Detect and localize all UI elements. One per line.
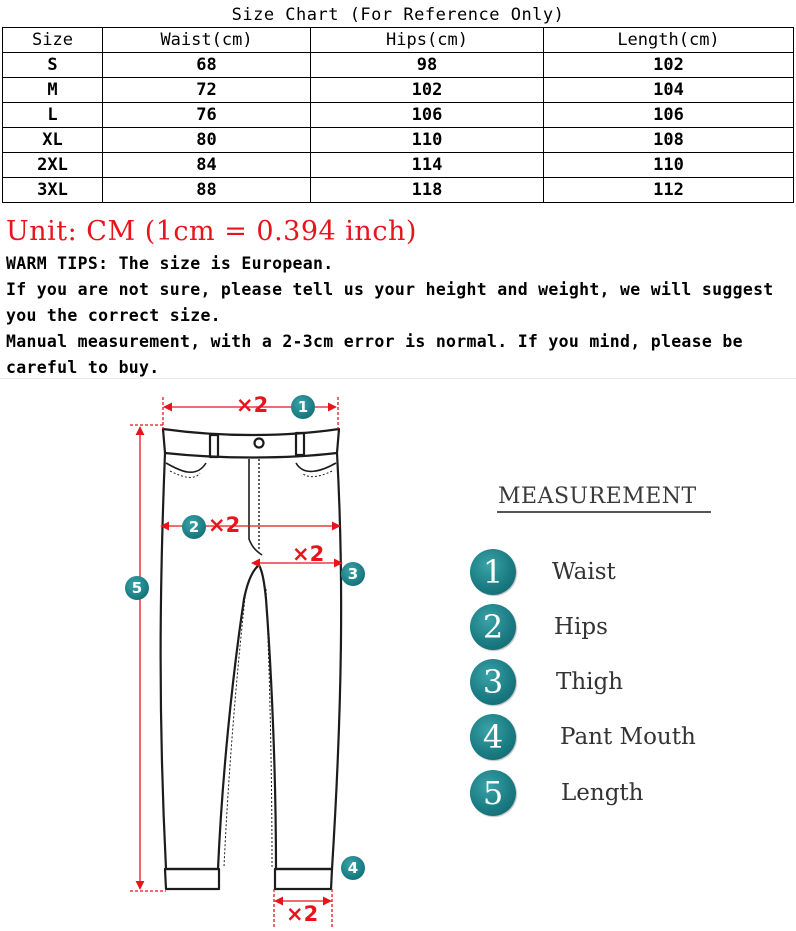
legend-badge: 5: [470, 770, 516, 816]
cell-length: 106: [544, 103, 794, 128]
table-row: [3, 128, 794, 153]
mouth-marker-badge: 4: [341, 856, 365, 880]
header-length: Length(cm): [544, 28, 794, 53]
legend-title: MEASUREMENT: [498, 484, 697, 509]
length-marker-badge: 5: [125, 576, 149, 600]
cell-size: M: [3, 78, 103, 103]
table-row: [3, 78, 794, 103]
legend-label: Length: [561, 780, 644, 806]
size-advice-note: If you are not sure, please tell us your height and weight, we will suggest you the correct size.: [6, 280, 774, 325]
cell-waist: 84: [103, 153, 311, 178]
cell-hips: 102: [311, 78, 544, 103]
size-chart-table: [2, 3, 794, 203]
cell-length: 104: [544, 78, 794, 103]
cell-hips: 114: [311, 153, 544, 178]
cell-hips: 110: [311, 128, 544, 153]
table-row: [3, 153, 794, 178]
thigh-marker-badge: 3: [341, 562, 365, 586]
header-waist: Waist(cm): [103, 28, 311, 53]
legend-label: Hips: [554, 614, 608, 640]
hips-multiplier: ×2: [208, 513, 241, 537]
header-hips: Hips(cm): [311, 28, 544, 53]
cell-waist: 72: [103, 78, 311, 103]
table-header-row: [3, 28, 794, 53]
cell-size: L: [3, 103, 103, 128]
legend-label: Pant Mouth: [560, 724, 696, 750]
warm-tips-note: WARM TIPS: The size is European.: [6, 254, 334, 273]
cell-size: 3XL: [3, 178, 103, 203]
thigh-multiplier: ×2: [292, 542, 325, 566]
cell-size: S: [3, 53, 103, 78]
cell-length: 112: [544, 178, 794, 203]
legend-label: Thigh: [556, 669, 624, 695]
cell-hips: 98: [311, 53, 544, 78]
legend-badge: 3: [470, 659, 516, 705]
table-caption: Size Chart (For Reference Only): [231, 5, 565, 25]
mouth-multiplier: ×2: [286, 902, 319, 926]
table-row: [3, 103, 794, 128]
cell-hips: 118: [311, 178, 544, 203]
cell-size: 2XL: [3, 153, 103, 178]
pants-outline: [161, 429, 342, 889]
measurement-diagram: [0, 378, 796, 931]
legend-title-underline: [497, 511, 711, 513]
legend-badge: 4: [470, 714, 516, 760]
waist-multiplier: ×2: [236, 393, 269, 417]
cell-waist: 68: [103, 53, 311, 78]
hips-marker-badge: 2: [182, 515, 206, 539]
cell-waist: 76: [103, 103, 311, 128]
measurement-error-note: Manual measurement, with a 2-3cm error is normal. If you mind, please be careful to buy.: [6, 332, 743, 377]
legend-badge: 1: [470, 549, 516, 595]
table-row: [3, 178, 794, 203]
unit-conversion-note: Unit: CM (1cm = 0.394 inch): [6, 216, 417, 247]
cell-length: 108: [544, 128, 794, 153]
legend-label: Waist: [552, 559, 616, 585]
table-row: [3, 53, 794, 78]
cell-waist: 88: [103, 178, 311, 203]
legend-badge: 2: [470, 604, 516, 650]
header-size: Size: [3, 28, 103, 53]
cell-length: 110: [544, 153, 794, 178]
cell-waist: 80: [103, 128, 311, 153]
cell-length: 102: [544, 53, 794, 78]
cell-hips: 106: [311, 103, 544, 128]
cell-size: XL: [3, 128, 103, 153]
pants-illustration: [0, 379, 460, 931]
waist-marker-badge: 1: [291, 395, 315, 419]
